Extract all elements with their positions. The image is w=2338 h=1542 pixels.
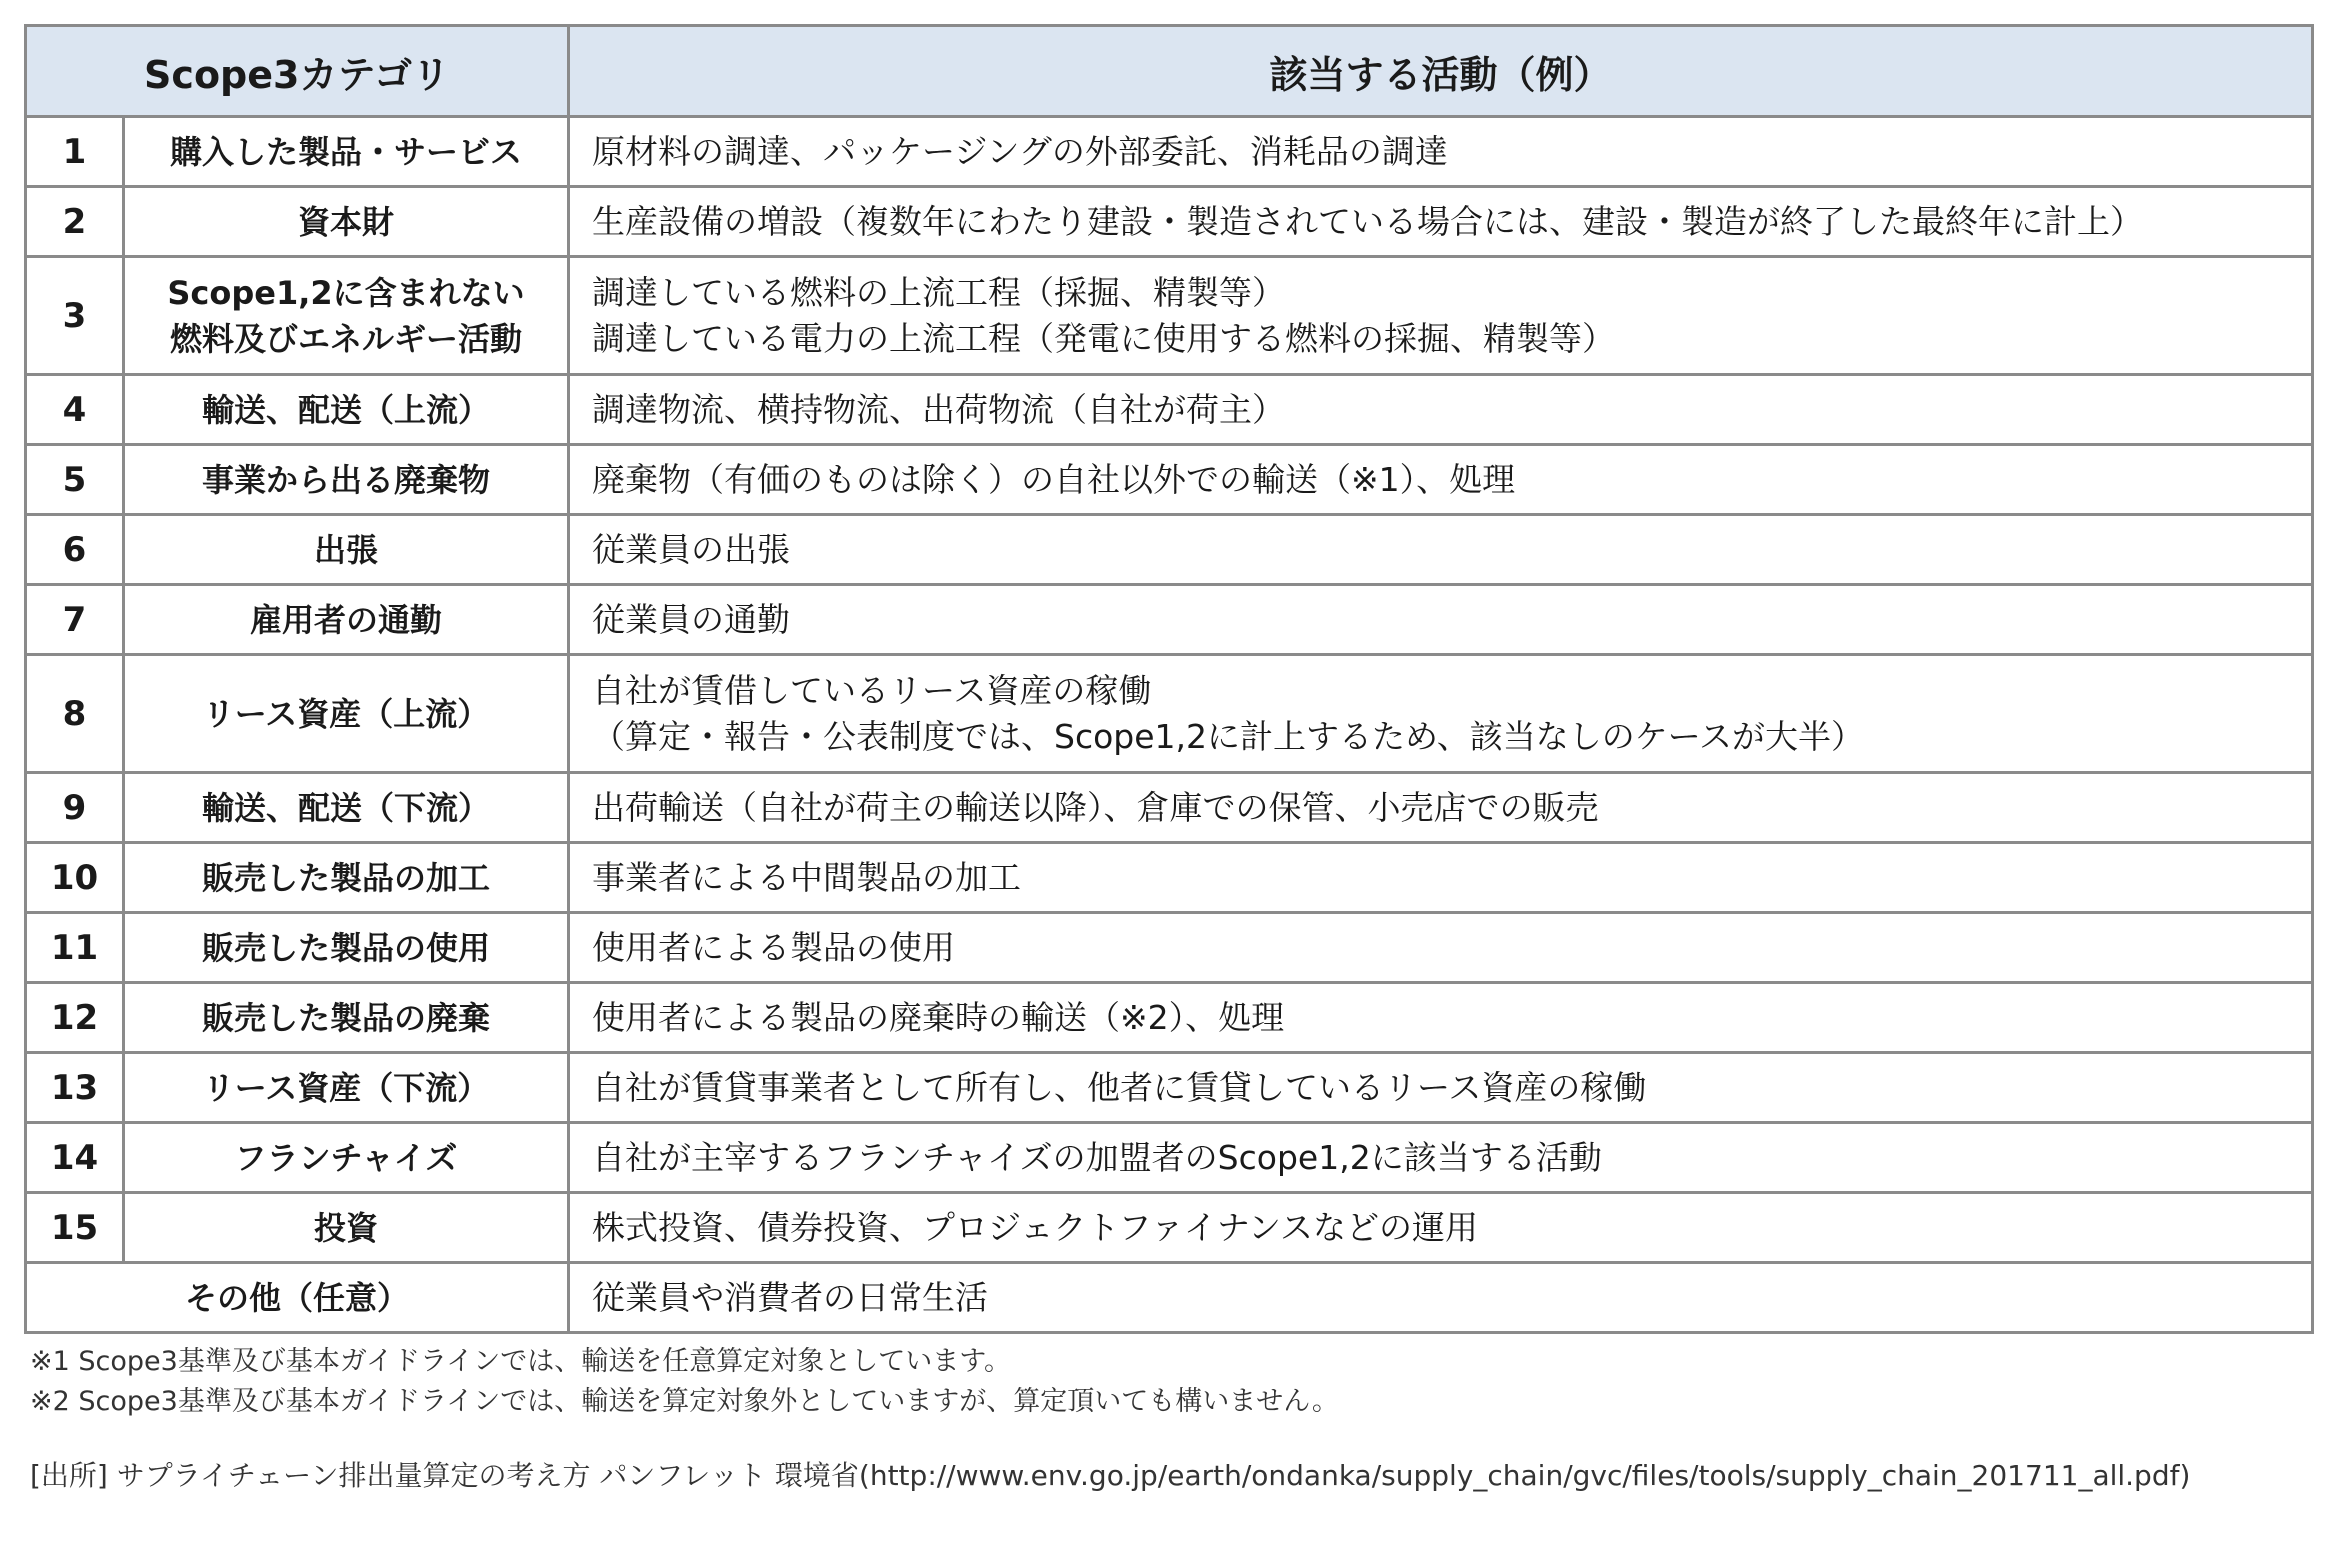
category-cell [124, 1123, 569, 1193]
table-row-other [26, 1263, 2313, 1333]
activity-line: 調達している電力の上流工程（発電に使用する燃料の採掘、精製等） [592, 318, 1615, 358]
row-number-cell: 2 [26, 187, 124, 257]
activity-line: 事業者による中間製品の加工 [592, 857, 1021, 897]
activity-line: （算定・報告・公表制度では、Scope1,2に計上するため、該当なしのケースが大半） [592, 716, 1865, 756]
document [24, 24, 2314, 1496]
row-number-cell: 6 [26, 515, 124, 585]
other-activity-cell: 従業員や消費者の日常生活 [569, 1263, 2313, 1333]
category-line: リース資産（上流） [202, 694, 490, 733]
category-line: 燃料及びエネルギー活動 [169, 319, 522, 358]
category-line: 投資 [313, 1208, 378, 1247]
row-number-cell: 8 [26, 655, 124, 773]
table-body [26, 117, 2313, 1333]
other-category-cell: その他（任意） [26, 1263, 569, 1333]
row-number-cell: 1 [26, 117, 124, 187]
activity-cell [569, 585, 2313, 655]
category-cell [124, 585, 569, 655]
activity-line: 出荷輸送（自社が荷主の輸送以降）、倉庫での保管、小売店での販売 [592, 787, 1599, 827]
category-cell [124, 187, 569, 257]
table-row [26, 187, 2313, 257]
activity-cell [569, 1053, 2313, 1123]
category-cell [124, 843, 569, 913]
table-row [26, 1053, 2313, 1123]
table-row [26, 773, 2313, 843]
category-line: 雇用者の通勤 [249, 600, 442, 639]
category-cell [124, 913, 569, 983]
scope3-table [24, 24, 2314, 1334]
activity-cell [569, 655, 2313, 773]
footnote-1: ※1 Scope3基準及び基本ガイドラインでは、輸送を任意算定対象としています。 [30, 1346, 1012, 1377]
category-cell [124, 773, 569, 843]
activity-line: 自社が賃貸事業者として所有し、他者に賃貸しているリース資産の稼働 [592, 1067, 1647, 1107]
category-line: 事業から出る廃棄物 [201, 460, 490, 499]
row-number-cell: 7 [26, 585, 124, 655]
source-citation: [出所] サプライチェーン排出量算定の考え方 パンフレット 環境省(http://www.env.go.jp/earth/ondanka/supply_chain/gvc/files/tools/supply_chain_201711_all.pdf) [30, 1459, 2191, 1492]
category-line: 資本財 [297, 202, 394, 241]
category-line: 輸送、配送（上流） [201, 390, 490, 429]
activity-cell [569, 445, 2313, 515]
activity-line: 自社が賃借しているリース資産の稼働 [592, 670, 1152, 710]
category-line: 購入した製品・サービス [169, 132, 522, 171]
table-header-row [26, 26, 2313, 117]
activity-line: 自社が主宰するフランチャイズの加盟者のScope1,2に該当する活動 [592, 1137, 1602, 1177]
row-number-cell: 14 [26, 1123, 124, 1193]
category-line: 出張 [313, 530, 378, 569]
activity-cell [569, 515, 2313, 585]
activity-cell [569, 1193, 2313, 1263]
activity-cell [569, 1123, 2313, 1193]
category-cell [124, 1053, 569, 1123]
category-line: 輸送、配送（下流） [201, 788, 490, 827]
category-cell [124, 375, 569, 445]
activity-line: 使用者による製品の使用 [592, 927, 955, 967]
activity-cell [569, 913, 2313, 983]
table-row [26, 843, 2313, 913]
activity-line: 生産設備の増設（複数年にわたり建設・製造されている場合には、建設・製造が終了した最終年に計上） [592, 201, 2143, 241]
table-row [26, 585, 2313, 655]
category-cell [124, 117, 569, 187]
row-number-cell: 11 [26, 913, 124, 983]
row-number-cell: 4 [26, 375, 124, 445]
table-row [26, 515, 2313, 585]
activity-cell [569, 773, 2313, 843]
row-number-cell: 10 [26, 843, 124, 913]
row-number-cell: 13 [26, 1053, 124, 1123]
footnotes [24, 1342, 2314, 1422]
table-row [26, 445, 2313, 515]
row-number-cell: 5 [26, 445, 124, 515]
row-number-cell: 12 [26, 983, 124, 1053]
row-number-cell: 9 [26, 773, 124, 843]
header-activity: 該当する活動（例） [569, 26, 2313, 117]
table-row [26, 1193, 2313, 1263]
table-row [26, 117, 2313, 187]
category-cell [124, 1193, 569, 1263]
table-row [26, 983, 2313, 1053]
category-cell [124, 515, 569, 585]
header-category: Scope3カテゴリ [26, 26, 569, 117]
category-line: 販売した製品の廃棄 [201, 998, 490, 1037]
activity-cell [569, 257, 2313, 375]
category-line: 販売した製品の使用 [201, 928, 490, 967]
activity-cell [569, 187, 2313, 257]
activity-line: 調達している燃料の上流工程（採掘、精製等） [592, 272, 1285, 312]
category-line: フランチャイズ [234, 1138, 458, 1177]
category-cell [124, 983, 569, 1053]
category-cell [124, 655, 569, 773]
activity-line: 使用者による製品の廃棄時の輸送（※2）、処理 [592, 997, 1285, 1037]
activity-line: 従業員の通勤 [592, 599, 790, 639]
category-line: リース資産（下流） [202, 1068, 490, 1107]
activity-cell [569, 983, 2313, 1053]
footnote-2: ※2 Scope3基準及び基本ガイドラインでは、輸送を算定対象外としていますが、算定頂いても構いません。 [30, 1386, 1339, 1417]
row-number-cell: 15 [26, 1193, 124, 1263]
activity-line: 廃棄物（有価のものは除く）の自社以外での輸送（※1）、処理 [592, 459, 1516, 499]
table-row [26, 913, 2313, 983]
category-line: 販売した製品の加工 [201, 858, 490, 897]
activity-cell [569, 117, 2313, 187]
table-row [26, 257, 2313, 375]
activity-line: 原材料の調達、パッケージングの外部委託、消耗品の調達 [592, 131, 1448, 171]
activity-cell [569, 843, 2313, 913]
activity-line: 株式投資、債券投資、プロジェクトファイナンスなどの運用 [592, 1207, 1479, 1247]
category-line: Scope1,2に含まれない [167, 273, 525, 312]
table-row [26, 1123, 2313, 1193]
activity-cell [569, 375, 2313, 445]
activity-line: 従業員の出張 [592, 529, 790, 569]
table-row [26, 375, 2313, 445]
category-cell [124, 257, 569, 375]
activity-line: 調達物流、横持物流、出荷物流（自社が荷主） [592, 389, 1285, 429]
row-number-cell: 3 [26, 257, 124, 375]
category-cell [124, 445, 569, 515]
table-row [26, 655, 2313, 773]
